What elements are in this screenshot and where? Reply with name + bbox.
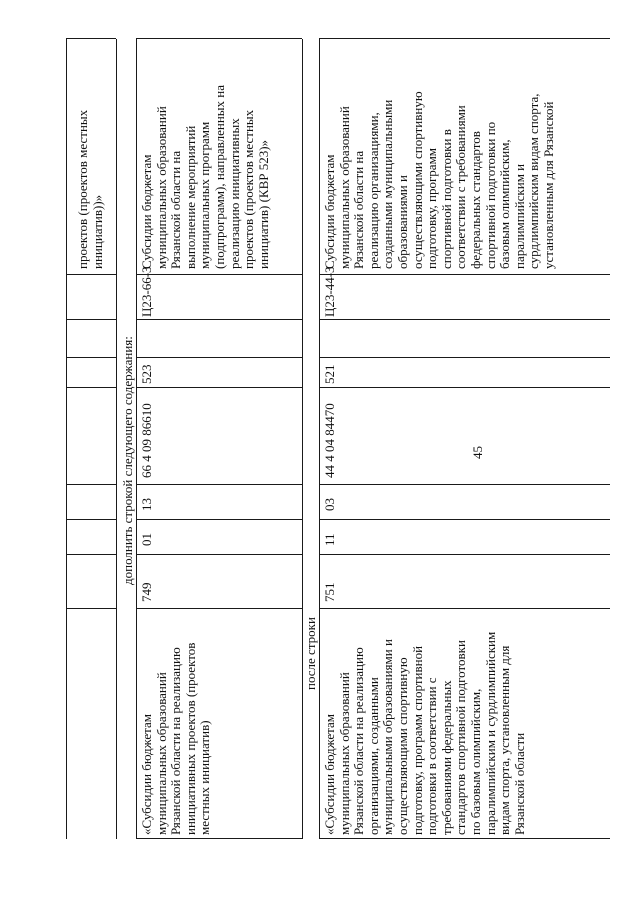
- table-border: [66, 484, 116, 485]
- table-border: [136, 357, 302, 358]
- table-border: [136, 387, 302, 388]
- table-border: [302, 39, 303, 839]
- table-border: [66, 39, 67, 839]
- table-border: [66, 519, 116, 520]
- table-border: [66, 608, 116, 609]
- table-border: [319, 554, 610, 555]
- table-border: [319, 357, 610, 358]
- cell-expense-type: 521: [322, 364, 337, 384]
- row-description: «Субсидии бюджетам муниципальных образований Рязанской области на реализацию инициативных проектов (проектов местных инициатив): [139, 642, 213, 835]
- cell-target-article: 44 4 04 84470: [322, 403, 337, 478]
- table-border: [66, 357, 116, 358]
- cell-subsection: 03: [322, 498, 337, 511]
- cell-target-article: 66 4 09 86610: [139, 403, 154, 478]
- cell-program-code: Ц23-44-3: [322, 266, 337, 317]
- table-border: [66, 387, 116, 388]
- cell-program-code: Ц23-66-3: [139, 266, 154, 317]
- table-border: [136, 274, 302, 275]
- table-border: [319, 519, 610, 520]
- cell-section: 01: [139, 533, 154, 546]
- table-border: [136, 39, 137, 839]
- table-border: [116, 39, 117, 839]
- table-border: [319, 387, 610, 388]
- table-border: [319, 39, 320, 839]
- cell-subsection: 13: [139, 498, 154, 511]
- table-border: [136, 319, 302, 320]
- cell-program-description: Субсидии бюджетам муниципальных образований Рязанской области на выполнение мероприятий муниципальных программ (подпрограмм), направленных на реализацию инициативных проектов (проектов местных инициатив) (КВР 523)»: [139, 85, 271, 269]
- cell-expense-type: 523: [139, 364, 154, 384]
- table-border: [319, 319, 610, 320]
- table-border: [136, 838, 302, 839]
- table-border: [66, 319, 116, 320]
- table-border: [136, 608, 302, 609]
- table-border: [319, 838, 610, 839]
- instruction-add-row: дополнить строкой следующего содержания:: [120, 336, 135, 585]
- table-border: [319, 274, 610, 275]
- instruction-after-row: после строки: [303, 617, 318, 690]
- table-border: [136, 519, 302, 520]
- cell-code: 751: [322, 582, 337, 602]
- row-description: «Субсидии бюджетам муниципальных образований Рязанской области на реализацию организациями, созданными муниципальными образованиями и осуществляющими спортивную подготовку, программ спортивной подготовки в соответствии с требованиями федеральных стандартов спортивной подготовки по базовым олимпийским, паралимпийским и сурдлимпийским видам спорта, установленным для Рязанской области: [322, 631, 527, 835]
- table-border: [319, 484, 610, 485]
- cell-section: 11: [322, 533, 337, 546]
- table-border: [136, 554, 302, 555]
- table-border: [66, 554, 116, 555]
- table-border: [136, 484, 302, 485]
- table-border: [66, 274, 116, 275]
- page-number: 45: [470, 446, 485, 459]
- continued-description: проектов (проектов местных инициатив))»: [75, 109, 105, 269]
- cell-code: 749: [139, 582, 154, 602]
- cell-program-description: Субсидии бюджетам муниципальных образований Рязанской области на реализацию организациями, созданными муниципальными образованиями и осуществляющими спортивную подготовку, программ спортивной подготовки в соответствии с требованиями федеральных стандартов спортивной подготовки по базовым олимпийским, паралимпийским и сурдлимпийским видам спорта, установленным для Рязанской: [322, 91, 556, 269]
